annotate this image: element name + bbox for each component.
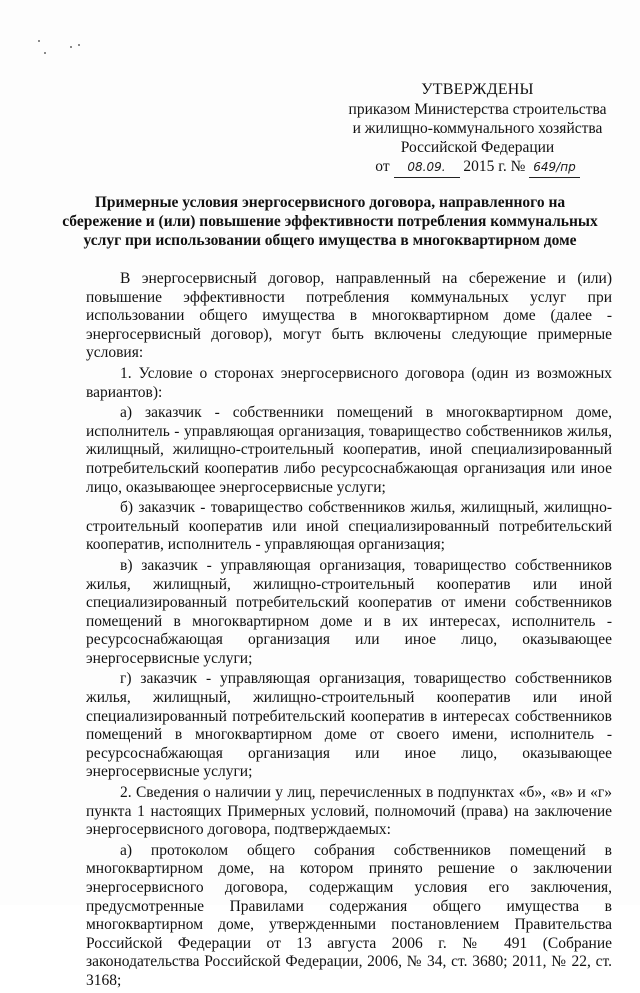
approval-line-3: Российской Федерации bbox=[400, 139, 555, 156]
approval-line-1: приказом Министерства строительства bbox=[348, 101, 607, 118]
paragraph-item-2: 2. Сведения о наличии у лиц, перечисленных в подпунктах «б», «в» и «г» пункта 1 настоящих Примерных условий, полномочий (права) на заключение энергосервисного договора, подтверждаемых: bbox=[86, 784, 612, 839]
paragraph-intro: В энергосервисный договор, направленный на сбережение и (или) повышение эффективности потребления коммунальных услуг при использовании общего имущества в многоквартирном доме (далее - энергосервисный договор), могут быть включены следующие примерные условия: bbox=[86, 270, 612, 362]
date-prefix: от bbox=[375, 158, 390, 175]
paragraph-item-1: 1. Условие о сторонах энергосервисного договора (один из возможных вариантов): bbox=[86, 364, 612, 401]
year-and-number-label: 2015 г. № bbox=[463, 158, 526, 175]
handwritten-order-number: 649/пр bbox=[529, 158, 579, 178]
approval-stamp bbox=[330, 80, 625, 178]
scan-speck bbox=[44, 52, 46, 54]
scan-speck bbox=[78, 44, 80, 46]
scan-speck bbox=[38, 40, 40, 42]
paragraph-item-1d: г) заказчик - управляющая организация, товарищество собственников жилья, жилищный, жилищно-строительный кооператив или иной специализированный потребительский кооператив в интересах собственников помещений в многоквартирном доме от своего имени, исполнитель - ресурсоснабжающая организация или иное лицо, оказывающее энергосервисные услуги; bbox=[86, 670, 612, 781]
paragraph-item-1c: в) заказчик - управляющая организация, товарищество собственников жилья, жилищный, жилищно-строительный кооператив или иной специализированный потребительский кооператив от имени собственников помещений в многоквартирном доме и в их интересах, исполнитель - ресурсоснабжающая организация или иное лицо, оказывающее энергосервисные услуги; bbox=[86, 556, 612, 667]
approval-line-2: и жилищно-коммунального хозяйства bbox=[352, 120, 603, 137]
document-body bbox=[86, 270, 612, 993]
scan-speck bbox=[70, 46, 72, 48]
paragraph-item-1b: б) заказчик - товарищество собственников жилья, жилищный, жилищно-строительный кооператив или иной специализированный потребительский кооператив, исполнитель - управляющая организация; bbox=[86, 499, 612, 554]
order-date-line bbox=[375, 157, 579, 178]
paragraph-item-2a: а) протоколом общего собрания собственников помещений в многоквартирном доме, на котором принято решение о заключении энергосервисного договора, содержащим условия его заключения, предусмотренные Правилами содержания общего имущества в многоквартирном доме, утвержденными постановлением Правительства Российской Федерации от 13 августа 2006 г. № 491 (Собрание законодательства Российской Федерации, 2006, № 34, ст. 3680; 2011, № 22, ст. 3168; bbox=[86, 841, 612, 989]
approval-title: УТВЕРЖДЕНЫ bbox=[421, 81, 534, 98]
document-title: Примерные условия энергосервисного договора, направленного на сбережение и (или) повышение эффективности потребления коммунальных услуг при использовании общего имущества в многоквартирном доме bbox=[62, 194, 598, 249]
paragraph-item-1a: а) заказчик - собственники помещений в многоквартирном доме, исполнитель - управляющая организация, товарищество собственников жилья, жилищный, жилищно-строительный кооператив, иной специализированный потребительский кооператив либо ресурсоснабжающая организация или иное лицо, оказывающее энергосервисные услуги; bbox=[86, 404, 612, 496]
handwritten-date: 08.09. bbox=[394, 158, 460, 178]
